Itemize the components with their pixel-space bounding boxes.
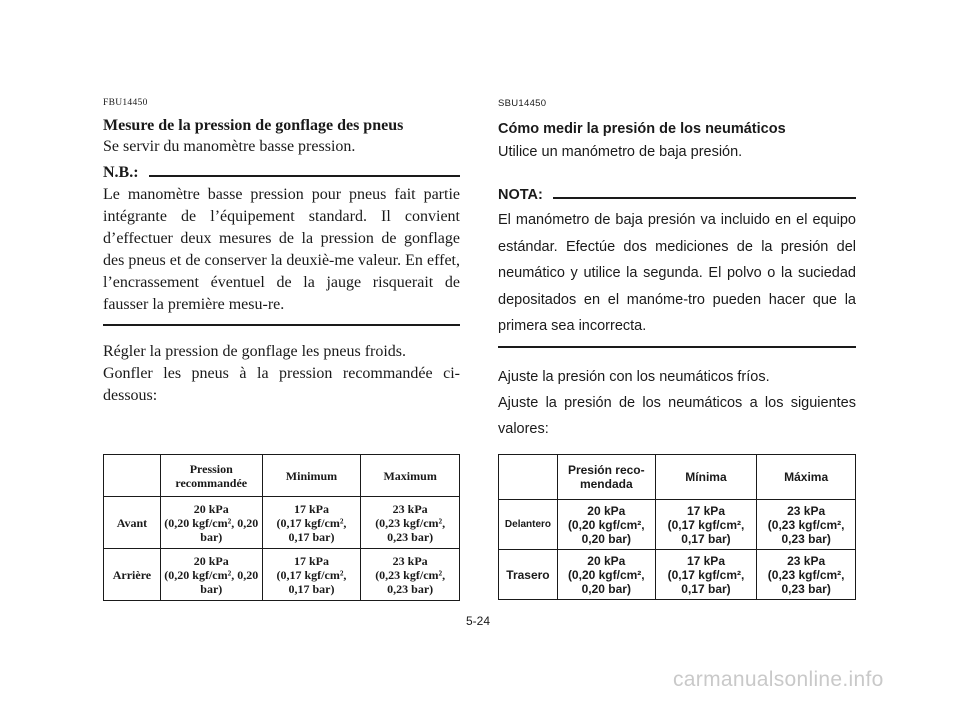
paragraph-2: Ajuste la presión de los neumáticos a los siguientes valores: xyxy=(498,394,856,437)
page-number: 5-24 xyxy=(466,614,491,628)
table-row xyxy=(499,500,856,550)
table-header-row xyxy=(104,455,460,497)
table-cell: 20 kPa (0,20 kgf/cm², 0,20 bar) xyxy=(160,549,262,601)
row-label: Arrière xyxy=(104,549,161,601)
row-label: Trasero xyxy=(499,550,558,600)
intro-text: Utilice un manómetro de baja presión. xyxy=(498,144,743,160)
table-header-cell: Pression recommandée xyxy=(160,455,262,497)
table-header-cell: Máxima xyxy=(757,455,856,500)
section-heading: Mesure de la pression de gonflage des pneus xyxy=(103,117,404,134)
table-cell: 23 kPa (0,23 kgf/cm², 0,23 bar) xyxy=(361,497,460,549)
paragraph-2: Gonfler les pneus à la pression recommandée ci-dessous: xyxy=(103,365,460,404)
section-code: FBU14450 xyxy=(103,98,148,108)
table-cell: 17 kPa (0,17 kgf/cm², 0,17 bar) xyxy=(262,549,361,601)
note-text: Le manomètre basse pression pour pneus fait partie intégrante de l’équipement standard. Il convient d’effectuer deux mesures de la pression de gonflage des pneus et de conserver la deuxiè-me valeur. En effet, l’encrassement éventuel de la jauge risquerait de fausser la première mesu-re. xyxy=(103,186,460,313)
watermark: carmanualsonline.info xyxy=(673,668,884,691)
row-label: Delantero xyxy=(499,500,558,550)
intro-text: Se servir du manomètre basse pression. xyxy=(103,138,356,155)
section-heading: Cómo medir la presión de los neumáticos xyxy=(498,121,786,137)
pressure-table-fr xyxy=(103,454,460,601)
note-end-rule xyxy=(498,346,856,348)
table-row xyxy=(104,549,460,601)
paragraph-1: Ajuste la presión con los neumáticos fríos. xyxy=(498,368,770,385)
table-header-cell: Minimum xyxy=(262,455,361,497)
table-header-cell: Presión reco-mendada xyxy=(557,455,655,500)
paragraph-1: Régler la pression de gonflage les pneus froids. xyxy=(103,343,407,360)
table-cell: 20 kPa (0,20 kgf/cm², 0,20 bar) xyxy=(557,500,655,550)
note-rule xyxy=(149,175,460,177)
note-header xyxy=(498,183,856,207)
note-rule xyxy=(553,197,856,199)
table-cell: 17 kPa (0,17 kgf/cm², 0,17 bar) xyxy=(655,550,757,600)
table-header-cell xyxy=(104,455,161,497)
table-cell: 17 kPa (0,17 kgf/cm², 0,17 bar) xyxy=(655,500,757,550)
note-header xyxy=(103,162,460,184)
spanish-column xyxy=(498,98,856,442)
note-label: NOTA: xyxy=(498,187,543,203)
table-header-cell: Mínima xyxy=(655,455,757,500)
table-row xyxy=(499,550,856,600)
row-label: Avant xyxy=(104,497,161,549)
note-label: N.B.: xyxy=(103,164,139,181)
table-cell: 17 kPa (0,17 kgf/cm², 0,17 bar) xyxy=(262,497,361,549)
section-code: SBU14450 xyxy=(498,98,547,109)
note-end-rule xyxy=(103,324,460,326)
table-cell: 23 kPa (0,23 kgf/cm², 0,23 bar) xyxy=(757,500,856,550)
table-cell: 23 kPa (0,23 kgf/cm², 0,23 bar) xyxy=(757,550,856,600)
note-text: El manómetro de baja presión va incluido en el equipo estándar. Efectúe dos mediciones de la presión del neumático y utilice la segunda. El polvo o la suciedad depositados en el manóme-tro pueden hacer que la primera sea incorrecta. xyxy=(498,212,856,334)
table-header-row xyxy=(499,455,856,500)
table-row xyxy=(104,497,460,549)
table-header-cell xyxy=(499,455,558,500)
table-header-cell: Maximum xyxy=(361,455,460,497)
table-cell: 23 kPa (0,23 kgf/cm², 0,23 bar) xyxy=(361,549,460,601)
pressure-table-es xyxy=(498,454,856,600)
french-column xyxy=(103,98,460,407)
table-cell: 20 kPa (0,20 kgf/cm², 0,20 bar) xyxy=(557,550,655,600)
table-cell: 20 kPa (0,20 kgf/cm², 0,20 bar) xyxy=(160,497,262,549)
